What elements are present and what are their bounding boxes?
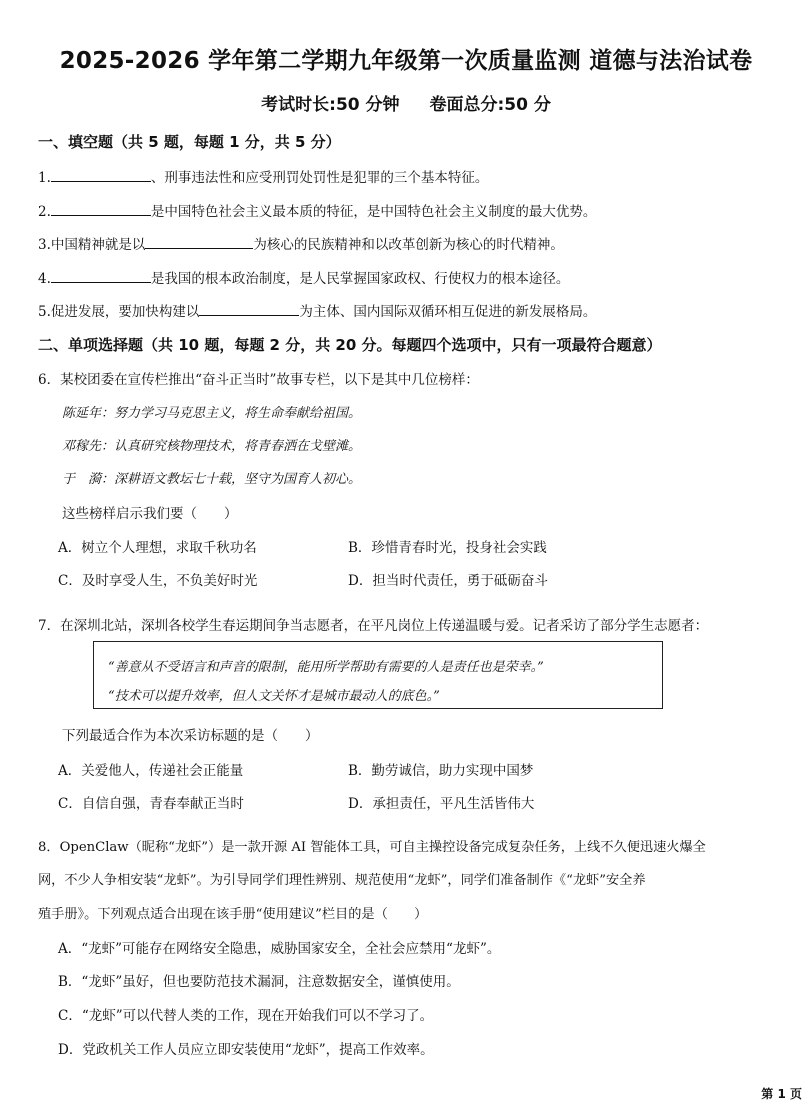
question-7-stem: 7．在深圳北站，深圳各校学生春运期间争当志愿者，在平凡岗位上传递温暖与爱。记者采访了部分学生志愿者： (38, 618, 709, 634)
role-model-2: 邓稼先：认真研究核物理技术，将青春洒在戈壁滩。 (62, 439, 362, 454)
q8-option-a[interactable]: A．“龙虾”可能存在网络安全隐患，威胁国家安全，全社会应禁用“龙虾”。 (58, 941, 501, 957)
question-8-stem-line-3: 殖手册》。下列观点适合出现在该手册“使用建议”栏目的是（ ） (38, 907, 428, 922)
question-6-ask: 这些榜样启示我们要（ ） (62, 506, 238, 522)
question-6-stem: 6．某校团委在宣传栏推出“奋斗正当时”故事专栏，以下是其中几位榜样： (38, 372, 479, 388)
fill-question-2: 2. 是中国特色社会主义最本质的特征，是中国特色社会主义制度的最大优势。 (38, 200, 596, 220)
fill-question-5: 5.促进发展，要加快构建以 为主体、国内国际双循环相互促进的新发展格局。 (38, 300, 596, 320)
q7-option-d[interactable]: D．承担责任，平凡生活皆伟大 (348, 796, 535, 812)
q6-option-c[interactable]: C．及时享受人生，不负美好时光 (58, 573, 258, 589)
exam-title: 2025-2026 学年第二学期九年级第一次质量监测 道德与法治试卷 (59, 48, 753, 74)
question-8-stem-line-2: 网，不少人争相安装“龙虾”。为引导同学们理性辨别、规范使用“龙虾”，同学们准备制作《“龙虾”安全养 (38, 873, 646, 888)
answer-blank[interactable] (51, 268, 151, 283)
fill-question-1: 1. 、刑事违法性和应受刑罚处罚性是犯罪的三个基本特征。 (38, 166, 488, 186)
answer-blank[interactable] (145, 234, 253, 249)
answer-blank[interactable] (51, 201, 151, 216)
section-1-heading: 一、填空题（共 5 题，每题 1 分，共 5 分） (38, 133, 341, 151)
fill-question-3: 3.中国精神就是以 为核心的民族精神和以改革创新为核心的时代精神。 (38, 233, 564, 253)
role-model-3: 于 漪：深耕语文教坛七十载，坚守为国育人初心。 (62, 472, 362, 487)
page-number: 第 1 页 (761, 1087, 802, 1101)
role-model-1: 陈延年：努力学习马克思主义，将生命奉献给祖国。 (62, 406, 362, 421)
q8-option-d[interactable]: D．党政机关工作人员应立即安装使用“龙虾”，提高工作效率。 (58, 1042, 434, 1058)
q8-option-b[interactable]: B．“龙虾”虽好，但也要防范技术漏洞，注意数据安全，谨慎使用。 (58, 974, 460, 990)
q8-option-c[interactable]: C．“龙虾”可以代替人类的工作，现在开始我们可以不学习了。 (58, 1008, 434, 1024)
answer-blank[interactable] (199, 301, 299, 316)
question-7-ask: 下列最适合作为本次采访标题的是（ ） (62, 728, 319, 744)
q6-option-a[interactable]: A．树立个人理想，求取千秋功名 (58, 540, 257, 556)
section-2-heading: 二、单项选择题（共 10 题，每题 2 分，共 20 分。每题四个选项中，只有一项最符合题意） (38, 336, 662, 354)
exam-duration: 考试时长:50 分钟 (261, 95, 400, 115)
answer-blank[interactable] (51, 167, 151, 182)
interview-quote-1: “善意从不受语言和声音的限制，能用所学帮助有需要的人是责任也是荣幸。” (108, 660, 544, 675)
q6-option-d[interactable]: D．担当时代责任，勇于砥砺奋斗 (348, 573, 548, 589)
q6-option-b[interactable]: B．珍惜青春时光，投身社会实践 (348, 540, 547, 556)
question-8-stem-line-1: 8．OpenClaw（昵称“龙虾”）是一款开源 AI 智能体工具，可自主操控设备完成复杂任务，上线不久便迅速火爆全 (38, 840, 706, 855)
q7-option-a[interactable]: A．关爱他人，传递社会正能量 (58, 763, 244, 779)
interview-quote-2: “技术可以提升效率，但人文关怀才是城市最动人的底色。” (108, 689, 440, 704)
exam-total-score: 卷面总分:50 分 (429, 95, 551, 115)
q7-option-b[interactable]: B．勤劳诚信，助力实现中国梦 (348, 763, 534, 779)
q7-option-c[interactable]: C．自信自强，青春奉献正当时 (58, 796, 244, 812)
exam-info (0, 90, 812, 115)
fill-question-4: 4. 是我国的根本政治制度，是人民掌握国家政权、行使权力的根本途径。 (38, 267, 569, 287)
